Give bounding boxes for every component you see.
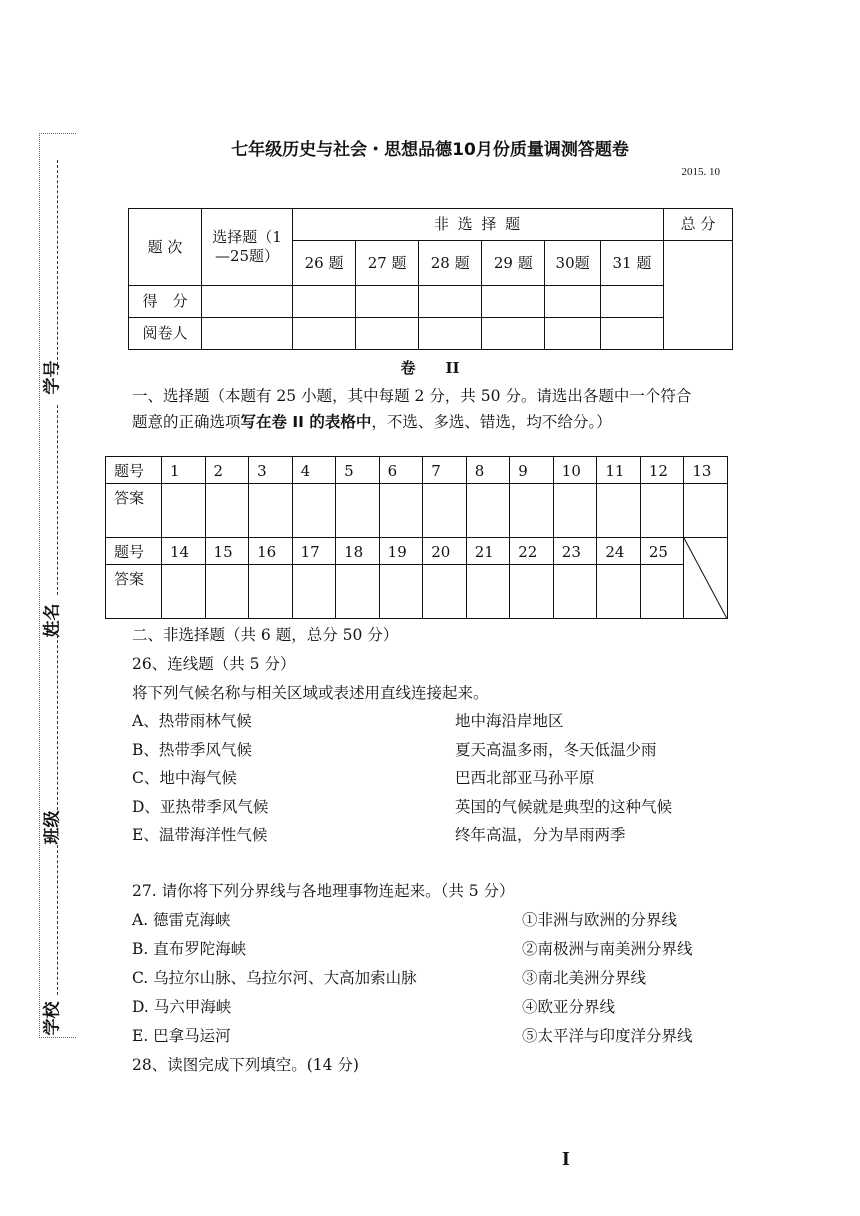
question-number: 15 — [205, 538, 249, 565]
answer-cell[interactable] — [510, 565, 554, 619]
grader-row-label: 阅卷人 — [129, 318, 202, 350]
exam-date: 2015. 10 — [681, 166, 720, 178]
answer-cell[interactable] — [336, 565, 380, 619]
question-number: 8 — [466, 457, 510, 484]
q27-right-item[interactable]: ①非洲与欧洲的分界线 — [522, 911, 678, 929]
page-title: 七年级历史与社会・思想品德10月份质量调测答题卷 — [231, 140, 629, 160]
q27-left-item[interactable]: B. 直布罗陀海峡 — [132, 940, 247, 958]
q29-header: 29 题 — [482, 241, 545, 286]
q26-right-item[interactable]: 巴西北部亚马孙平原 — [455, 769, 595, 787]
q27-right-item[interactable]: ②南极洲与南美洲分界线 — [522, 940, 693, 958]
q26-left-item[interactable]: C、地中海气候 — [132, 769, 237, 787]
question-number: 20 — [423, 538, 467, 565]
score-row-label: 得 分 — [129, 286, 202, 318]
question-number-label: 题号 — [106, 457, 162, 484]
question-number: 4 — [292, 457, 336, 484]
question-number: 21 — [466, 538, 510, 565]
answer-cell[interactable] — [292, 565, 336, 619]
score-table — [128, 208, 733, 350]
q26-right-item[interactable]: 英国的气候就是典型的这种气候 — [455, 798, 673, 816]
q27-right-item[interactable]: ④欧亚分界线 — [522, 998, 616, 1016]
question-number: 13 — [684, 457, 728, 484]
q28-header: 28 题 — [419, 241, 482, 286]
question-number: 23 — [553, 538, 597, 565]
answer-cell[interactable] — [466, 565, 510, 619]
answer-label: 答案 — [106, 484, 162, 538]
answer-table — [105, 456, 728, 619]
q26-left-item[interactable]: D、亚热带季风气候 — [132, 798, 269, 816]
crossed-out-cell — [684, 538, 728, 619]
score-cell[interactable] — [202, 286, 293, 318]
question-number: 3 — [249, 457, 293, 484]
q26-instruction: 将下列气候名称与相关区域或表述用直线连接起来。 — [132, 684, 489, 702]
part1-instruction-line2 — [132, 410, 612, 432]
answer-cell[interactable] — [640, 484, 684, 538]
question-number: 18 — [336, 538, 380, 565]
q26-right-item[interactable]: 夏天高温多雨，冬天低温少雨 — [455, 741, 657, 759]
answer-cell[interactable] — [423, 484, 467, 538]
answer-cell[interactable] — [379, 565, 423, 619]
grader-cell[interactable] — [600, 318, 663, 350]
answer-cell[interactable] — [597, 565, 641, 619]
question-number: 1 — [162, 457, 206, 484]
answer-cell[interactable] — [640, 565, 684, 619]
part2-heading: 二、非选择题（共 6 题，总分 50 分） — [132, 626, 399, 644]
q27-right-item[interactable]: ③南北美洲分界线 — [522, 969, 647, 987]
school-line — [57, 845, 58, 995]
answer-cell[interactable] — [205, 484, 249, 538]
score-cell[interactable] — [293, 286, 356, 318]
q30-header: 30题 — [545, 241, 601, 286]
question-number: 19 — [379, 538, 423, 565]
q27-left-item[interactable]: E. 巴拿马运河 — [132, 1027, 231, 1045]
answer-cell[interactable] — [510, 484, 554, 538]
score-cell[interactable] — [600, 286, 663, 318]
answer-cell[interactable] — [336, 484, 380, 538]
answer-cell[interactable] — [249, 484, 293, 538]
item-label: 题 次 — [129, 209, 202, 286]
question-number: 25 — [640, 538, 684, 565]
diagonal-line — [684, 538, 727, 618]
q27-header: 27 题 — [356, 241, 419, 286]
score-cell[interactable] — [482, 286, 545, 318]
answer-cell[interactable] — [684, 484, 728, 538]
question-number: 22 — [510, 538, 554, 565]
grader-cell[interactable] — [293, 318, 356, 350]
question-number: 2 — [205, 457, 249, 484]
question-number: 14 — [162, 538, 206, 565]
q27-left-item[interactable]: D. 马六甲海峡 — [132, 998, 232, 1016]
answer-cell[interactable] — [205, 565, 249, 619]
question-number-label: 题号 — [106, 538, 162, 565]
answer-cell[interactable] — [466, 484, 510, 538]
q27-right-item[interactable]: ⑤太平洋与印度洋分界线 — [522, 1027, 693, 1045]
q31-header: 31 题 — [600, 241, 663, 286]
question-number: 16 — [249, 538, 293, 565]
q27-title: 27. 请你将下列分界线与各地理事物连起来。（共 5 分） — [132, 882, 515, 900]
grader-cell[interactable] — [356, 318, 419, 350]
class-line — [57, 625, 58, 815]
page-number: I — [562, 1148, 570, 1170]
q26-left-item[interactable]: B、热带季风气候 — [132, 741, 252, 759]
total-score-cell[interactable] — [664, 241, 733, 350]
q26-right-item[interactable]: 终年高温，分为旱雨两季 — [455, 826, 626, 844]
choice-label: 选择题（1—25题） — [202, 209, 293, 286]
q26-title: 26、连线题（共 5 分） — [132, 655, 296, 673]
question-number: 11 — [597, 457, 641, 484]
answer-cell[interactable] — [249, 565, 293, 619]
question-number: 17 — [292, 538, 336, 565]
question-number: 5 — [336, 457, 380, 484]
q28-title: 28、读图完成下列填空。(14 分) — [132, 1056, 359, 1074]
part1-instruction-line1: 一、选择题（本题有 25 小题，其中每题 2 分，共 50 分。请选出各题中一个符合 — [132, 387, 692, 405]
grader-cell[interactable] — [419, 318, 482, 350]
score-cell[interactable] — [545, 286, 601, 318]
answer-cell[interactable] — [597, 484, 641, 538]
question-number: 12 — [640, 457, 684, 484]
question-number: 6 — [379, 457, 423, 484]
q27-left-item[interactable]: C. 乌拉尔山脉、乌拉尔河、大高加索山脉 — [132, 969, 417, 987]
q26-left-item[interactable]: A、热带雨林气候 — [132, 712, 252, 730]
answer-cell[interactable] — [292, 484, 336, 538]
answer-cell[interactable] — [379, 484, 423, 538]
score-cell[interactable] — [356, 286, 419, 318]
q27-left-item[interactable]: A. 德雷克海峡 — [132, 911, 231, 929]
student-no-line — [57, 160, 58, 375]
question-number: 10 — [553, 457, 597, 484]
answer-label: 答案 — [106, 565, 162, 619]
school-label: 学校 — [42, 1001, 63, 1036]
part1-instruction-text: 题意的正确选项 — [132, 413, 241, 431]
answer-cell[interactable] — [553, 484, 597, 538]
q26-right-item[interactable]: 地中海沿岸地区 — [455, 712, 564, 730]
name-line — [57, 405, 58, 595]
score-cell[interactable] — [419, 286, 482, 318]
class-label: 班级 — [42, 810, 63, 845]
grader-cell[interactable] — [545, 318, 601, 350]
grader-cell[interactable] — [482, 318, 545, 350]
q26-left-item[interactable]: E、温带海洋性气候 — [132, 826, 268, 844]
answer-cell[interactable] — [553, 565, 597, 619]
section-heading: 卷 II — [400, 359, 460, 377]
grader-cell[interactable] — [202, 318, 293, 350]
total-label: 总 分 — [664, 209, 733, 241]
student-no-label: 学号 — [42, 360, 63, 395]
part1-instruction-emphasis: 写在卷 II 的表格中 — [240, 413, 372, 431]
name-label: 姓名 — [42, 603, 63, 638]
q26-header: 26 题 — [293, 241, 356, 286]
part1-instruction-text: ，不选、多选、错选，均不给分。） — [371, 413, 612, 431]
question-number: 7 — [423, 457, 467, 484]
question-number: 9 — [510, 457, 554, 484]
question-number: 24 — [597, 538, 641, 565]
answer-cell[interactable] — [423, 565, 467, 619]
answer-cell[interactable] — [162, 484, 206, 538]
non-choice-label: 非 选 择 题 — [293, 209, 664, 241]
answer-cell[interactable] — [162, 565, 206, 619]
